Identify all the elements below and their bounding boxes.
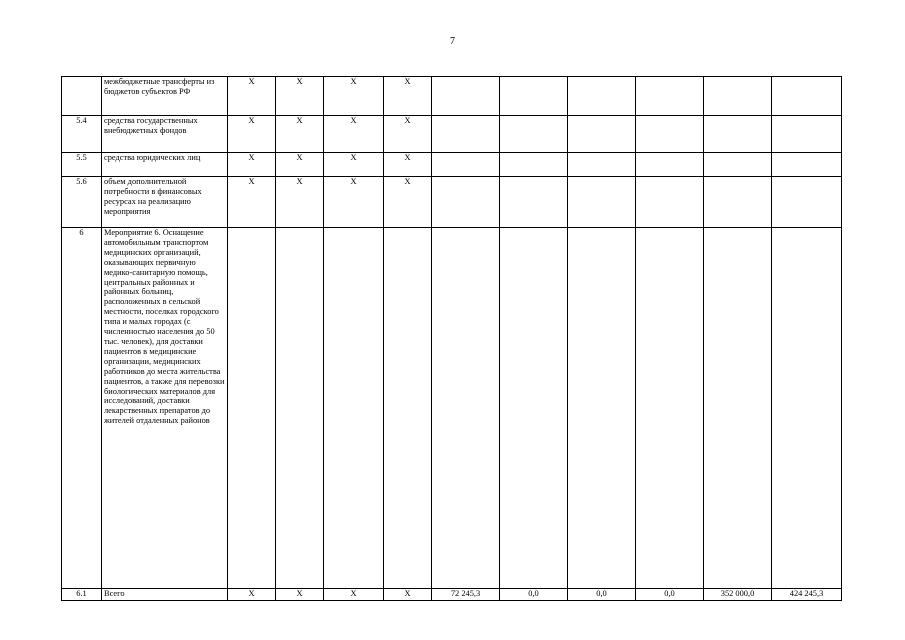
row-name: Мероприятие 6. Оснащение автомобильным транспортом медицинских организаций, оказывающих первичную медико-санитарную помощь, центральных районных и районных больниц, расположенных в сельской местности, поселках городского типа и малых городах (с численностью населения до 50 тыс. человек), для доставки пациентов в медицинские организации, медицинских работников до места жительства пациентов, а также для перевозки биологических материалов для исследований, доставки лекарственных препаратов до жителей отдаленных районов: [102, 228, 228, 589]
value-cell: [704, 228, 772, 589]
row-name: межбюджетные трансферты из бюджетов субъектов РФ: [102, 77, 228, 116]
row-name: средства государственных внебюджетных фондов: [102, 116, 228, 153]
value-cell: [636, 116, 704, 153]
value-cell: 0,0: [568, 589, 636, 601]
value-cell: [772, 77, 842, 116]
row-number: 5.6: [62, 177, 102, 228]
mark-cell: X: [384, 177, 432, 228]
value-cell: [772, 153, 842, 177]
value-cell: [636, 153, 704, 177]
row-number: 6: [62, 228, 102, 589]
value-cell: [500, 177, 568, 228]
mark-cell: X: [228, 116, 276, 153]
mark-cell: X: [276, 77, 324, 116]
row-name: средства юридических лиц: [102, 153, 228, 177]
value-cell: [636, 228, 704, 589]
table-row: [62, 116, 842, 153]
value-cell: [568, 77, 636, 116]
value-cell: 0,0: [636, 589, 704, 601]
budget-table: [61, 76, 842, 601]
mark-cell: [276, 228, 324, 589]
mark-cell: X: [324, 153, 384, 177]
value-cell: [432, 153, 500, 177]
mark-cell: [228, 228, 276, 589]
mark-cell: X: [324, 116, 384, 153]
mark-cell: X: [384, 77, 432, 116]
value-cell: [772, 177, 842, 228]
value-cell: [636, 177, 704, 228]
value-cell: 352 000,0: [704, 589, 772, 601]
mark-cell: X: [384, 589, 432, 601]
value-cell: [432, 77, 500, 116]
value-cell: [432, 228, 500, 589]
mark-cell: X: [276, 116, 324, 153]
mark-cell: X: [384, 116, 432, 153]
value-cell: [500, 228, 568, 589]
table-row: [62, 177, 842, 228]
value-cell: [500, 116, 568, 153]
mark-cell: X: [324, 77, 384, 116]
value-cell: [704, 177, 772, 228]
value-cell: [772, 116, 842, 153]
value-cell: [704, 116, 772, 153]
mark-cell: X: [228, 177, 276, 228]
row-number: 5.4: [62, 116, 102, 153]
mark-cell: X: [228, 77, 276, 116]
value-cell: [568, 153, 636, 177]
table-row: [62, 589, 842, 601]
value-cell: 72 245,3: [432, 589, 500, 601]
value-cell: [704, 153, 772, 177]
value-cell: [568, 177, 636, 228]
mark-cell: [324, 228, 384, 589]
mark-cell: X: [228, 153, 276, 177]
value-cell: [772, 228, 842, 589]
mark-cell: X: [228, 589, 276, 601]
value-cell: 0,0: [500, 589, 568, 601]
mark-cell: X: [384, 153, 432, 177]
table-row: [62, 77, 842, 116]
mark-cell: X: [324, 589, 384, 601]
row-number: [62, 77, 102, 116]
mark-cell: X: [276, 153, 324, 177]
value-cell: [432, 116, 500, 153]
mark-cell: X: [276, 589, 324, 601]
mark-cell: X: [276, 177, 324, 228]
value-cell: [432, 177, 500, 228]
row-number: 5.5: [62, 153, 102, 177]
page-number: 7: [450, 36, 455, 47]
value-cell: [568, 116, 636, 153]
row-name: объем дополнительной потребности в финансовых ресурсах на реализацию мероприятия: [102, 177, 228, 228]
table-row: [62, 153, 842, 177]
table-row: [62, 228, 842, 589]
value-cell: [500, 77, 568, 116]
row-name: Всего: [102, 589, 228, 601]
value-cell: [636, 77, 704, 116]
value-cell: 424 245,3: [772, 589, 842, 601]
value-cell: [500, 153, 568, 177]
value-cell: [568, 228, 636, 589]
value-cell: [704, 77, 772, 116]
mark-cell: X: [324, 177, 384, 228]
mark-cell: [384, 228, 432, 589]
row-number: 6.1: [62, 589, 102, 601]
